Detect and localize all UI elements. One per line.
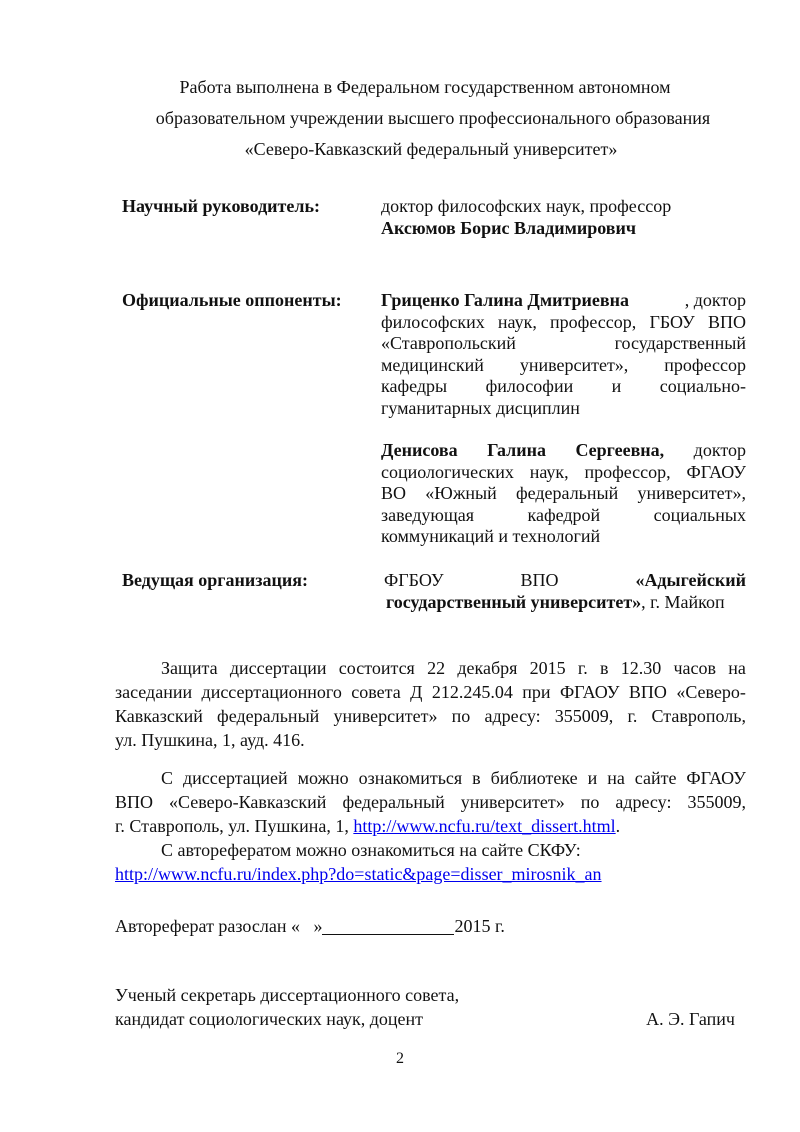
- word: университет»,: [637, 483, 746, 504]
- word: по: [451, 706, 471, 726]
- word: ВПО: [520, 570, 559, 590]
- word: ВПО: [115, 792, 154, 812]
- word: Защита: [161, 658, 218, 678]
- word: адресу:: [484, 706, 541, 726]
- word: Д: [410, 682, 423, 702]
- word: диссертации: [229, 658, 327, 678]
- word: диссертационного: [201, 682, 342, 702]
- word: 355009,: [554, 706, 614, 726]
- word: в: [600, 658, 609, 678]
- punctuation: .: [615, 816, 621, 836]
- word: 12.30: [620, 658, 662, 678]
- secretary-degree: кандидат социологических наук, доцент: [115, 1009, 424, 1029]
- secretary-title: Ученый секретарь диссертационного совета,: [115, 985, 460, 1005]
- word: ФГАОУ: [686, 461, 746, 482]
- abstract-notice: С авторефератом можно ознакомиться на сайте СКФУ:: [161, 840, 581, 860]
- word: социологических: [381, 461, 514, 482]
- word: на: [607, 768, 625, 788]
- opponents-label: Официальные оппоненты:: [122, 290, 342, 310]
- word: кафедры: [381, 376, 448, 397]
- word: федеральный: [342, 792, 445, 812]
- opponent-1-name: Гриценко Галина Дмитриевна: [381, 290, 629, 310]
- word: 22: [427, 658, 446, 678]
- library-address: г. Ставрополь, ул. Пушкина, 1,: [115, 816, 354, 836]
- word: университет»: [333, 706, 438, 726]
- para-line: [115, 838, 746, 862]
- opponent-2-name-word: Денисова: [381, 440, 458, 460]
- opponent-1-line: [381, 312, 746, 334]
- lead-org-line: [384, 570, 746, 592]
- word: г.: [577, 658, 588, 678]
- word: ул. Пушкина, 1, ауд. 416.: [115, 730, 305, 750]
- word: профессор: [664, 354, 746, 375]
- word: часов: [673, 658, 717, 678]
- word: 355009,: [687, 792, 746, 812]
- word: государственный: [614, 333, 746, 354]
- word: декабря: [457, 658, 518, 678]
- library-paragraph: [115, 766, 746, 886]
- word: и: [587, 768, 598, 788]
- word: состоится: [338, 658, 415, 678]
- word: наук,: [529, 461, 569, 482]
- word: 212.245.04: [431, 682, 513, 702]
- secretary-name: А. Э. Гапич: [646, 1009, 735, 1029]
- word: университет»: [460, 792, 565, 812]
- para-line: [115, 790, 746, 814]
- word: Ставрополь,: [651, 706, 746, 726]
- word: ВПО: [707, 311, 746, 332]
- word: г.: [627, 706, 638, 726]
- sent-year: 2015 г.: [454, 916, 505, 936]
- abstract-sent-line: [115, 916, 505, 937]
- opponent-1-line: [381, 355, 746, 377]
- para-line: [115, 814, 746, 838]
- word: профессор,: [550, 311, 637, 332]
- word: адресу:: [615, 792, 672, 812]
- word: «Южный: [425, 483, 497, 504]
- para-line: [115, 680, 746, 704]
- supervisor-value: [381, 196, 746, 239]
- word: «Северо-: [676, 682, 746, 702]
- word: и: [611, 376, 622, 397]
- word: философских: [381, 311, 485, 332]
- defense-paragraph: [115, 656, 746, 752]
- word: ФГБОУ: [384, 570, 444, 590]
- opponent-1-line: гуманитарных дисциплин: [381, 397, 580, 418]
- supervisor-title: доктор философских наук, профессор: [381, 196, 672, 216]
- word: при: [522, 682, 551, 702]
- word: профессор,: [584, 461, 671, 482]
- word: социально-: [659, 376, 746, 397]
- opponent-2-line: коммуникаций и технологий: [381, 526, 601, 547]
- opponent-1: [381, 290, 746, 420]
- dissertation-link[interactable]: http://www.ncfu.ru/text_dissert.html: [353, 816, 616, 836]
- opponent-1-line: [381, 333, 746, 355]
- lead-org-line: [384, 592, 746, 614]
- abstract-link[interactable]: http://www.ncfu.ru/index.php?do=static&page=disser_mirosnik_an: [115, 864, 602, 884]
- word: «Северо-Кавказский: [169, 792, 327, 812]
- header-line: «Северо-Кавказский федеральный университет»: [244, 139, 618, 159]
- word: наук,: [497, 311, 537, 332]
- word: философии: [485, 376, 574, 397]
- institution-header: [100, 72, 750, 165]
- word: по: [580, 792, 600, 812]
- word: в: [472, 768, 481, 788]
- sent-prefix: Автореферат разослан « »: [115, 916, 323, 936]
- header-line: Работа выполнена в Федеральном государственном автономном: [179, 77, 671, 97]
- opponent-2-line: [381, 440, 746, 462]
- word: 2015: [529, 658, 566, 678]
- word: заведующая: [381, 504, 474, 525]
- word: ГБОУ: [649, 311, 695, 332]
- word: ФГАОУ: [686, 768, 746, 788]
- lead-org-name: государственный университет»: [386, 591, 642, 612]
- lead-org-city: , г. Майкоп: [641, 591, 725, 612]
- secretary-block: [115, 983, 735, 1031]
- lead-org-value: [384, 570, 746, 613]
- opponent-1-line: [381, 290, 746, 312]
- date-blank: [322, 916, 454, 935]
- word: ФГАОУ: [559, 682, 620, 702]
- word: университет»,: [519, 354, 629, 375]
- word: ВПО: [628, 682, 667, 702]
- word: кафедрой: [527, 504, 601, 525]
- word: ознакомиться: [358, 768, 463, 788]
- word: на: [728, 658, 746, 678]
- word: Кавказский: [115, 706, 203, 726]
- para-line: [115, 862, 746, 886]
- page-number: 2: [396, 1050, 404, 1067]
- word: «Ставропольский: [381, 333, 516, 354]
- opponent-2-line: [381, 505, 746, 527]
- opponent-2-name-word: Галина: [487, 440, 546, 460]
- para-line: [115, 728, 746, 752]
- opponent-2-name-word: Сергеевна,: [575, 440, 665, 460]
- word: можно: [297, 768, 349, 788]
- word: библиотеке: [490, 768, 578, 788]
- opponent-1-title: , доктор: [684, 290, 746, 310]
- word: медицинский: [381, 354, 484, 375]
- opponent-2: [381, 440, 746, 548]
- word: диссертацией: [182, 768, 288, 788]
- word: федеральный: [217, 706, 320, 726]
- opponent-1-line: [381, 376, 746, 398]
- word: ВО: [381, 483, 407, 504]
- word: С: [161, 768, 174, 788]
- para-line: [115, 704, 746, 728]
- word: заседании: [115, 682, 193, 702]
- word: федеральный: [515, 483, 619, 504]
- opponent-2-line: [381, 462, 746, 484]
- supervisor-name: Аксюмов Борис Владимирович: [381, 217, 637, 238]
- opponent-2-line: [381, 483, 746, 505]
- word: социальных: [653, 504, 746, 525]
- para-line: [115, 656, 746, 680]
- word: «Адыгейский: [635, 570, 746, 590]
- header-line: образовательном учреждении высшего профессионального образования: [155, 108, 711, 128]
- word: совета: [351, 682, 401, 702]
- lead-org-label: Ведущая организация:: [122, 570, 308, 590]
- supervisor-label: Научный руководитель:: [122, 196, 320, 216]
- opponent-2-title: доктор: [693, 440, 746, 460]
- para-line: [115, 766, 746, 790]
- word: сайте: [634, 768, 677, 788]
